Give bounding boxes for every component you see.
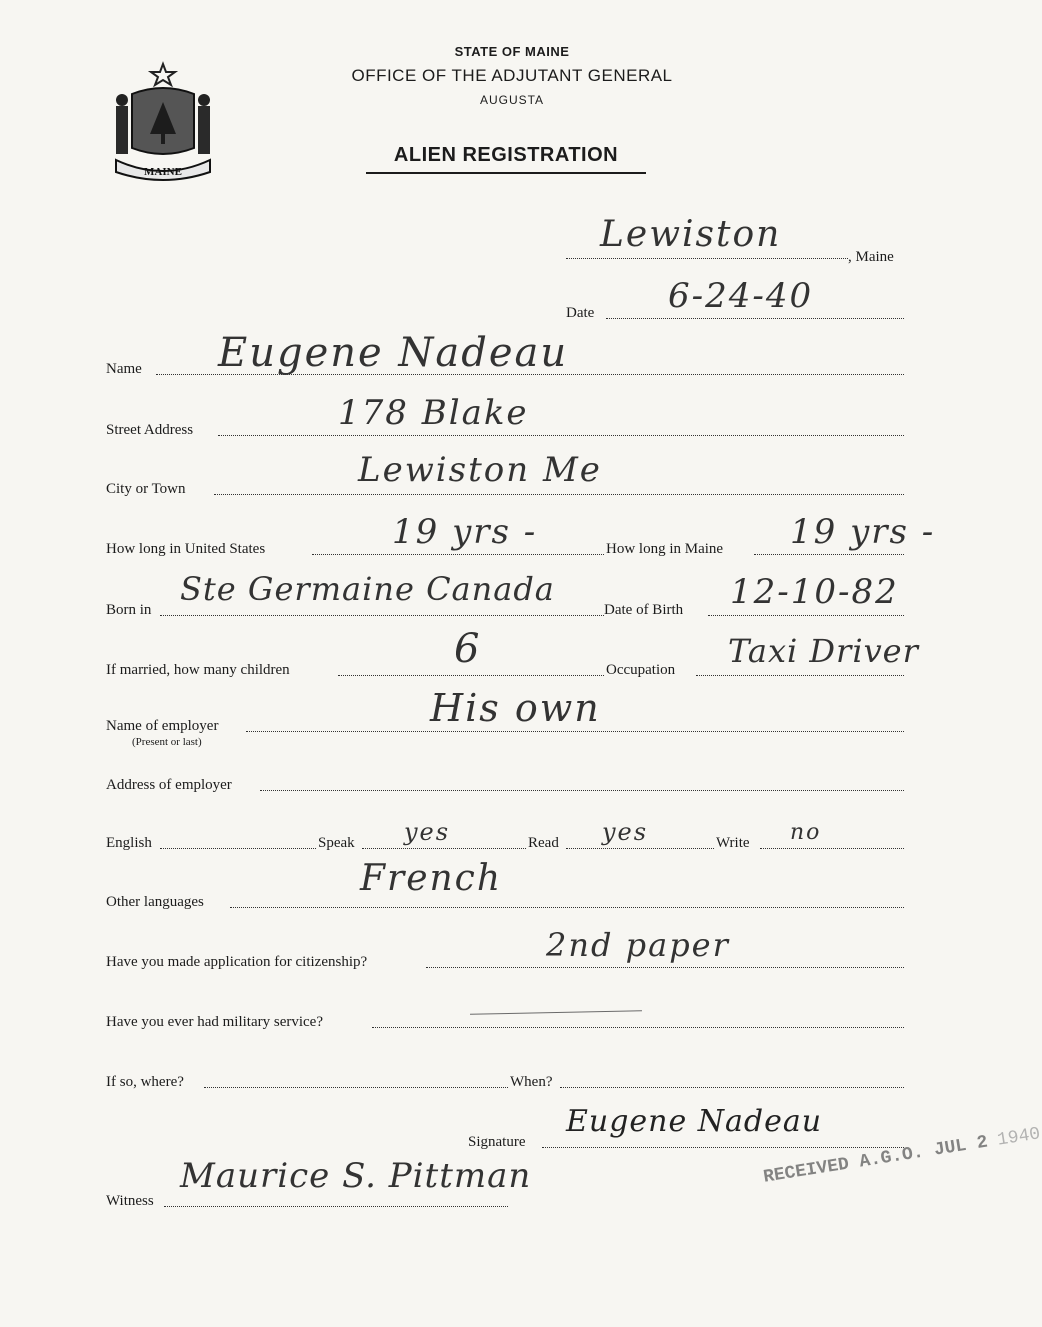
children-label: If married, how many children <box>106 662 290 678</box>
speak-entry: yes <box>404 818 451 846</box>
occupation-line <box>696 675 904 676</box>
english-line <box>160 848 316 849</box>
city-line <box>214 494 904 495</box>
signature-entry: Eugene Nadeau <box>566 1104 823 1139</box>
write-line <box>760 848 904 849</box>
when-line <box>560 1087 904 1088</box>
date-label: Date <box>566 305 595 321</box>
header-state: STATE OF MAINE <box>454 44 570 59</box>
date-line <box>606 318 904 319</box>
children-entry: 6 <box>454 626 482 672</box>
military-label: Have you ever had military service? <box>106 1014 323 1030</box>
other-languages-entry: French <box>360 858 503 899</box>
street-entry: 178 Blake <box>338 393 529 433</box>
name-label: Name <box>106 361 142 377</box>
employer-note: (Present or last) <box>132 736 202 748</box>
read-line <box>566 848 714 849</box>
other-languages-line <box>230 907 904 908</box>
header-office: OFFICE OF THE ADJUTANT GENERAL <box>351 66 673 85</box>
speak-label: Speak <box>318 835 355 851</box>
town-entry: Lewiston <box>600 214 782 255</box>
english-label: English <box>106 835 152 851</box>
born-in-line <box>160 615 604 616</box>
form-title: ALIEN REGISTRATION <box>393 144 619 166</box>
write-label: Write <box>716 835 750 851</box>
occupation-entry: Taxi Driver <box>728 632 919 670</box>
where-line <box>204 1087 508 1088</box>
signature-line <box>542 1147 904 1148</box>
read-label: Read <box>528 835 559 851</box>
employer-line <box>246 731 904 732</box>
born-in-label: Born in <box>106 602 152 618</box>
maine-label: , Maine <box>848 249 894 265</box>
city-entry: Lewiston Me <box>358 450 602 490</box>
employer-label: Name of employer <box>106 718 219 734</box>
received-stamp-text: RECEIVED A.G.O. JUL 2 <box>762 1132 990 1188</box>
how-long-us-line <box>312 554 604 555</box>
witness-entry: Maurice S. Pittman <box>180 1156 532 1196</box>
street-label: Street Address <box>106 422 194 438</box>
how-long-maine-line <box>754 554 904 555</box>
employer-address-line <box>260 790 904 791</box>
title-underline <box>366 172 646 174</box>
employer-address-label: Address of employer <box>106 777 232 793</box>
witness-label: Witness <box>106 1193 154 1209</box>
name-entry: Eugene Nadeau <box>218 330 569 376</box>
street-line <box>218 435 904 436</box>
citizenship-entry: 2nd paper <box>546 926 730 964</box>
received-stamp-year: 1940 <box>995 1124 1042 1151</box>
witness-line <box>164 1206 508 1207</box>
how-long-us-label: How long in United States <box>106 541 266 557</box>
how-long-maine-label: How long in Maine <box>606 541 724 557</box>
how-long-us-entry: 19 yrs - <box>392 512 538 552</box>
svg-text:MAINE: MAINE <box>144 166 182 178</box>
children-line <box>338 675 604 676</box>
date-of-birth-label: Date of Birth <box>604 602 684 618</box>
speak-line <box>362 848 526 849</box>
how-long-maine-entry: 19 yrs - <box>790 512 936 552</box>
employer-entry: His own <box>430 686 601 730</box>
date-of-birth-line <box>708 615 904 616</box>
city-label: City or Town <box>106 481 186 497</box>
header-city: AUGUSTA <box>479 93 545 107</box>
write-entry: no <box>790 820 822 845</box>
town-line <box>566 258 848 259</box>
other-languages-label: Other languages <box>106 894 204 910</box>
citizenship-line <box>426 967 904 968</box>
born-in-entry: Ste Germaine Canada <box>180 570 555 608</box>
citizenship-label: Have you made application for citizenship? <box>106 954 368 970</box>
military-line <box>372 1027 904 1028</box>
date-of-birth-entry: 12-10-82 <box>730 572 899 612</box>
when-label: When? <box>510 1074 553 1090</box>
signature-label: Signature <box>468 1134 526 1150</box>
where-label: If so, where? <box>106 1074 184 1090</box>
date-entry: 6-24-40 <box>668 276 814 316</box>
read-entry: yes <box>602 818 649 846</box>
occupation-label: Occupation <box>606 662 676 678</box>
military-dash-mark <box>470 1010 642 1015</box>
